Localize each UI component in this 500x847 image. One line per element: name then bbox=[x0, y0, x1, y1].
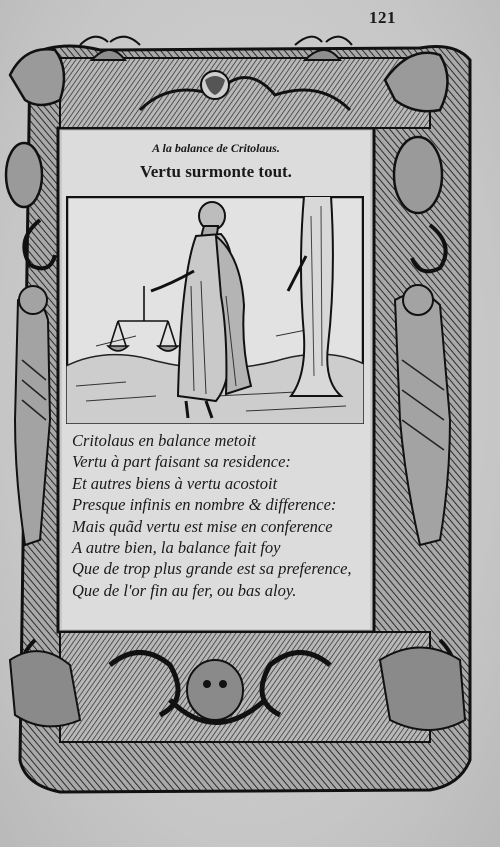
verse-line: Mais quãd vertu est mise en conference bbox=[72, 516, 333, 536]
page-number: 121 bbox=[369, 8, 396, 27]
woodcut-illustration bbox=[66, 196, 364, 424]
verse-line: A autre bien, la balance fait foy bbox=[72, 538, 281, 558]
emblem-dedication: A la balance de Critolaus. bbox=[152, 141, 280, 155]
verse-line: Et autres biens à vertu acostoit bbox=[72, 473, 278, 493]
verse-line: Presque infinis en nombre & difference: bbox=[72, 495, 337, 515]
verse-stanza bbox=[72, 430, 372, 601]
verse-line: Que de l'or fin au fer, ou bas aloy. bbox=[72, 580, 297, 600]
verse-line: Vertu à part faisant sa residence: bbox=[72, 452, 291, 472]
verse-line: Critolaus en balance metoit bbox=[72, 431, 256, 450]
emblem-motto: Vertu surmonte tout. bbox=[140, 162, 292, 181]
verse-line: Que de trop plus grande est sa preference, bbox=[72, 559, 352, 579]
